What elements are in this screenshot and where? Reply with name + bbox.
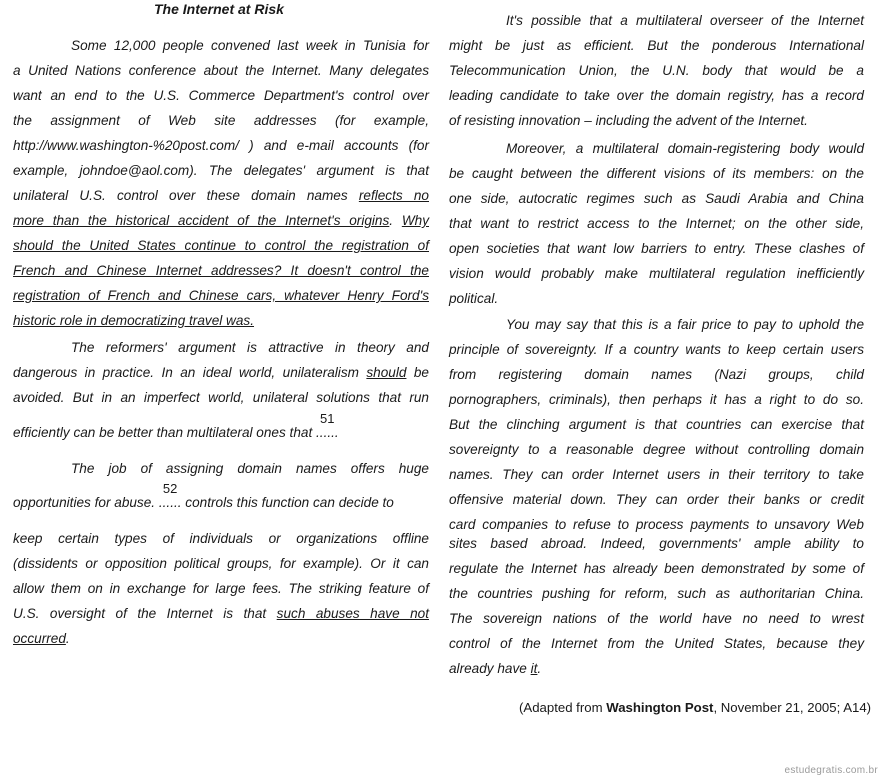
blank-51	[316, 411, 339, 441]
page-title: The Internet at Risk	[154, 1, 284, 17]
text-line: vision would probably make multilateral regulation inefficiently	[449, 266, 864, 281]
text-line: principle of sovereignty. If a country wants to keep certain users	[449, 342, 864, 357]
text-line: allow them on in exchange for large fees. The striking feature of	[13, 581, 429, 596]
text-line	[13, 312, 429, 329]
underlined-text: historic role in democratizing travel was.	[13, 313, 255, 328]
text-line	[13, 481, 429, 511]
text-span: controls this function can decide to	[181, 495, 394, 510]
text-line	[13, 237, 429, 254]
text-line: The sovereign nations of the world have no need to wrest	[449, 611, 864, 626]
text-line: from registering domain names (Nazi groups, child	[449, 367, 864, 382]
source-suffix: , November 21, 2005; A14)	[713, 700, 872, 715]
text-line	[13, 212, 429, 229]
text-span: .	[537, 661, 542, 676]
text-span: unilateral U.S. control over these domain names	[13, 188, 359, 203]
text-line	[13, 411, 429, 441]
text-span: U.S. oversight of the Internet is that	[13, 606, 277, 621]
underlined-text: should the United States continue to control the registration of	[13, 238, 429, 253]
text-line: card companies to refuse to process payments to unsavory Web	[449, 517, 864, 532]
underlined-text: registration of French and Chinese cars, whatever Henry Ford's	[13, 288, 429, 303]
text-line: might be just as efficient. But the ponderous International	[449, 38, 864, 53]
underlined-text: French and Chinese Internet addresses? It doesn't control the	[13, 263, 429, 278]
text-line: But the clinching argument is that countries can exercise that	[449, 417, 864, 432]
text-line: one side, autocratic regimes such as Saudi Arabia and China	[449, 191, 864, 206]
underlined-text: it	[530, 661, 538, 676]
blank-dots: ......	[158, 495, 182, 510]
text-line	[449, 660, 864, 677]
blank-number: 52	[162, 481, 178, 496]
text-line: control of the Internet from the United States, because they	[449, 636, 864, 651]
text-span: opportunities for abuse.	[13, 495, 159, 510]
text-line: want an end to the U.S. Commerce Department's control over	[13, 88, 429, 103]
text-line: Moreover, a multilateral domain-registering body would	[506, 141, 864, 156]
blank-dots: ......	[316, 425, 339, 440]
text-line	[13, 630, 429, 647]
text-line: regulate the Internet has already been demonstrated by some of	[449, 561, 864, 576]
text-span: .	[65, 631, 70, 646]
text-line	[13, 187, 429, 204]
text-line: political.	[449, 291, 499, 306]
text-line: Telecommunication Union, the U.N. body that would be a	[449, 63, 864, 78]
text-span: dangerous in practice. In an ideal world, unilateralism	[13, 365, 367, 380]
text-line: keep certain types of individuals or organizations offline	[13, 531, 429, 546]
underlined-text: should	[366, 365, 407, 380]
text-line: leading candidate to take over the domain registry, has a record	[449, 88, 864, 103]
text-line: You may say that this is a fair price to pay to uphold the	[506, 317, 864, 332]
source-publication: Washington Post	[606, 700, 714, 715]
text-line: The job of assigning domain names offers huge	[71, 461, 429, 476]
underlined-text: occurred	[13, 631, 66, 646]
text-line: the countries pushing for reform, such as authoritarian China.	[449, 586, 864, 601]
text-line: names. They can order Internet users in their territory to take	[449, 467, 864, 482]
underlined-text: reflects no	[358, 188, 429, 203]
text-line	[13, 287, 429, 304]
underlined-text: such abuses have not	[276, 606, 429, 621]
text-span: be	[406, 365, 429, 380]
text-line: a United Nations conference about the Internet. Many delegates	[13, 63, 429, 78]
text-line: example, johndoe@aol.com). The delegates' argument is that	[13, 163, 429, 178]
text-line	[13, 605, 429, 622]
site-watermark: estudegratis.com.br	[784, 765, 878, 776]
underlined-text: Why	[401, 213, 430, 228]
blank-number: 51	[320, 411, 335, 426]
text-span: .	[389, 213, 402, 228]
text-line: of resisting innovation – including the advent of the Internet.	[449, 113, 808, 128]
text-line: the assignment of Web site addresses (for example,	[13, 113, 429, 128]
blank-52	[158, 481, 182, 511]
text-line: (dissidents or opposition political groups, for example). Or it can	[13, 556, 429, 571]
text-line	[13, 364, 429, 381]
source-prefix: (Adapted from	[519, 700, 607, 715]
underlined-text: more than the historical accident of the Internet's origins	[13, 213, 390, 228]
text-line: open societies that want low barriers to entry. These clashes of	[449, 241, 864, 256]
text-line: pornographers, criminals), then perhaps it has a right to do so.	[449, 392, 864, 407]
text-line: sites based abroad. Indeed, governments' ample ability to	[449, 536, 864, 551]
text-line: avoided. But in an imperfect world, unilateral solutions that run	[13, 390, 429, 405]
text-span: already have	[449, 661, 531, 676]
text-line: http://www.washington-%20post.com/ ) and e-mail accounts (for	[13, 138, 429, 153]
text-line	[13, 262, 429, 279]
text-line: Some 12,000 people convened last week in Tunisia for	[71, 38, 429, 53]
text-line: sovereignty to a reasonable degree without controlling domain	[449, 442, 864, 457]
text-span: efficiently can be better than multilateral ones that	[13, 425, 317, 440]
text-line: The reformers' argument is attractive in theory and	[71, 340, 429, 355]
text-line: that want to restrict access to the Internet; on the other side,	[449, 216, 864, 231]
text-line: offensive material down. They can order their banks or credit	[449, 492, 864, 507]
text-line: It's possible that a multilateral overseer of the Internet	[506, 13, 864, 28]
text-line: be caught between the different visions of its members: on the	[449, 166, 864, 181]
source-citation	[519, 700, 871, 715]
